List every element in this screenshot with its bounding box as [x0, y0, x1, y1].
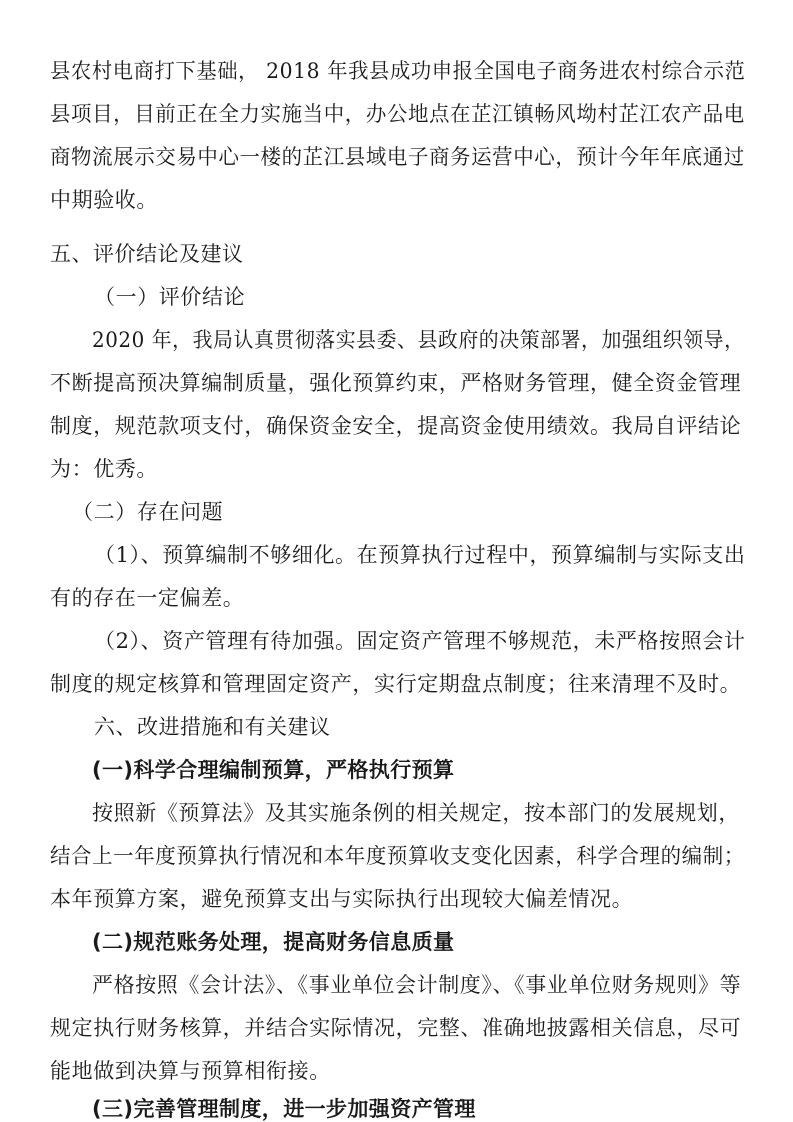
body-text-line: 商物流展示交易中心一楼的芷江县域电子商务运营中心，预计今年年底通过	[50, 145, 745, 169]
body-text-line: 能地做到决算与预算相衔接。	[50, 1059, 331, 1083]
subsection-heading: （一）评价结论	[94, 285, 246, 309]
measure-heading: (一)科学合理编制预算，严格执行预算	[92, 758, 455, 782]
list-item-line: 有的存在一定偏差。	[50, 586, 245, 610]
measure-heading: (二)规范账务处理，提高财务信息质量	[92, 930, 455, 954]
body-text-line: 本年预算方案，避免预算支出与实际执行出现较大偏差情况。	[50, 887, 634, 911]
body-text-line: 2020 年，我局认真贯彻落实县委、县政府的决策部署，加强组织领导，	[92, 328, 745, 352]
body-text-line: 县项目，目前正在全力实施当中，办公地点在芷江镇畅风坳村芷江农产品电	[50, 102, 745, 126]
list-item-line: 制度的规定核算和管理固定资产，实行定期盘点制度；往来清理不及时。	[50, 672, 742, 696]
body-text-line: 为：优秀。	[50, 457, 158, 481]
list-item-line: （1）、预算编制不够细化。在预算执行过程中，预算编制与实际支出	[94, 543, 746, 567]
measure-heading: (三)完善管理制度，进一步加强资产管理	[92, 1097, 476, 1121]
list-item-line: （2）、资产管理有待加强。固定资产管理不够规范，未严格按照会计	[94, 629, 746, 653]
body-text-line: 不断提高预决算编制质量，强化预算约束，严格财务管理，健全资金管理	[50, 371, 742, 395]
body-text-line: 中期验收。	[50, 188, 158, 212]
body-text-line: 结合上一年度预算执行情况和本年度预算收支变化因素，科学合理的编制；	[50, 844, 745, 868]
body-text-line: 规定执行财务核算，并结合实际情况，完整、准确地披露相关信息，尽可	[50, 1016, 742, 1040]
body-text-line: 严格按照《会计法》、《事业单位会计制度》、《事业单位财务规则》等	[92, 973, 742, 997]
body-text-line: 制度，规范款项支付，确保资金安全，提高资金使用绩效。我局自评结论	[50, 414, 742, 438]
subsection-heading: （二）存在问题	[72, 500, 224, 524]
body-text-line: 县农村电商打下基础， 2018 年我县成功申报全国电子商务进农村综合示范	[50, 59, 746, 83]
section-six-heading: 六、改进措施和有关建议	[94, 715, 331, 739]
section-five-heading: 五、评价结论及建议	[50, 242, 244, 266]
body-text-line: 按照新《预算法》及其实施条例的相关规定，按本部门的发展规划，	[92, 801, 740, 825]
